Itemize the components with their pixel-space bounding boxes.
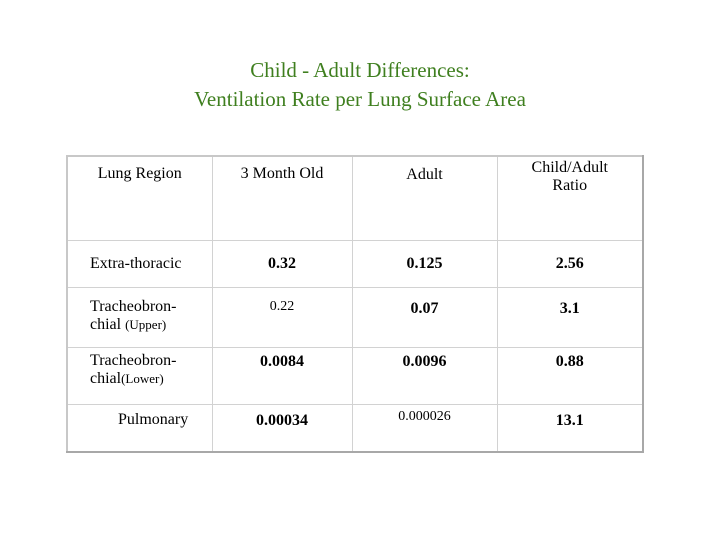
region-note: (Upper): [125, 316, 167, 332]
header-child-adult-ratio: Child/Adult Ratio: [497, 156, 643, 240]
cell-region: [67, 347, 212, 404]
header-lung-region: Lung Region: [67, 156, 212, 240]
table-row: [67, 240, 643, 287]
cell-infant: 0.32: [212, 240, 352, 287]
table-row: [67, 287, 643, 347]
cell-infant: 0.0084: [212, 347, 352, 404]
header-3-month-old: 3 Month Old: [212, 156, 352, 240]
header-adult: Adult: [352, 156, 497, 240]
table-header-row: [67, 156, 643, 240]
cell-adult: 0.125: [352, 240, 497, 287]
title-line-2: Ventilation Rate per Lung Surface Area: [194, 87, 526, 111]
cell-region: [67, 287, 212, 347]
cell-ratio: 2.56: [497, 240, 643, 287]
cell-adult: 0.000026: [352, 404, 497, 452]
region-label: Extra-thoracic: [90, 254, 182, 272]
cell-infant: 0.00034: [212, 404, 352, 452]
table-row: [67, 347, 643, 404]
region-label: Tracheobron-: [90, 351, 177, 369]
region-label-cont: chial: [90, 315, 122, 333]
region-label: Tracheobron-: [90, 297, 177, 315]
cell-ratio: 3.1: [497, 287, 643, 347]
region-note: (Lower): [121, 370, 164, 386]
region-label: Pulmonary: [118, 410, 189, 428]
region-label-cont: chial: [90, 369, 122, 387]
cell-region: [67, 404, 212, 452]
title-line-1: Child - Adult Differences:: [250, 58, 470, 82]
cell-adult: 0.07: [352, 287, 497, 347]
slide-title: [0, 56, 720, 114]
ventilation-table: [66, 155, 644, 453]
cell-infant: 0.22: [212, 287, 352, 347]
cell-region: [67, 240, 212, 287]
cell-ratio: 0.88: [497, 347, 643, 404]
cell-adult: 0.0096: [352, 347, 497, 404]
table-row: [67, 404, 643, 452]
cell-ratio: 13.1: [497, 404, 643, 452]
